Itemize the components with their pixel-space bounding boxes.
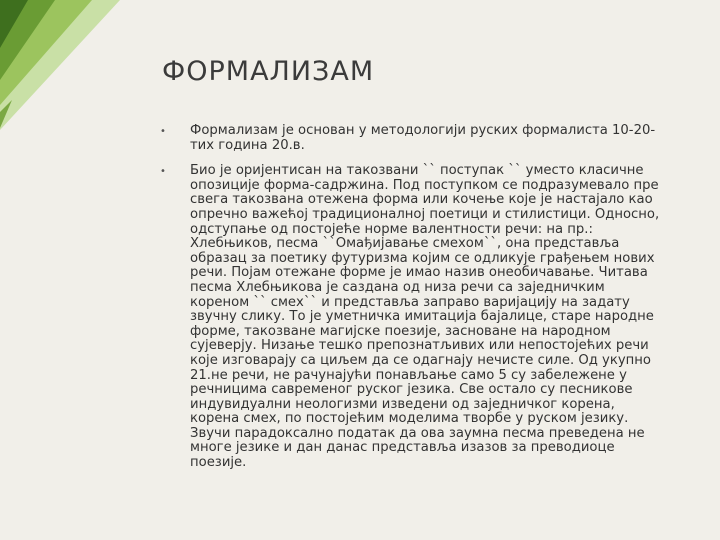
bullet-item	[160, 124, 665, 153]
corner-decoration	[0, 0, 120, 130]
bullet-marker: •	[160, 166, 166, 178]
bullet-text: Формализам је основан у методологији руских формалиста 10-20-тих година 20.в.	[190, 123, 656, 153]
slide-title: ФОРМАЛИЗАМ	[162, 56, 375, 87]
bullet-marker: •	[160, 126, 166, 137]
bullet-text: Био је оријентисан на такозвани `` поступак `` уместо класичне опозиције форма-садржина. Под поступком се подразумевало пре свега такозвана отежена форма или кочење које је настајало као опречно важећој традиционалној поетици и стилистици. Односно, одступање од постојеће норме валентности речи: на пр.: Хлебњиков, песма ``Омађијавање смехом``, она представља образац за поетику футуризма којим се одликује грађењем нових речи. Појам отежане форме је имао назив онеобичавање. Читава песма Хлебњикова је саздана од низа речи са заједничким кореном `` смех`` и представља заправо варијацију на задату звучну слику. То је уметничка имитација бајалице, старе народне форме, такозване магијске поезије, засноване на народном сујеверју. Низање тешко препознатљивих или непостојећих речи које изговарају са циљем да се одагнају нечисте силе. Од укупно 21.не речи, не рачунајући понављање само 5 су забележене у речницима савременог руског језика. Све остало су песникове индувидуални неологизми изведени од заједничког корена, корена смех, по постојећим моделима творбе у руском језику. Звучи парадоксално податак да ова заумна песма преведена не многе језике и дан данас представља изазов за преводиоце поезије.	[190, 163, 660, 471]
bullet-item	[160, 164, 665, 470]
bullet-list	[160, 124, 665, 482]
